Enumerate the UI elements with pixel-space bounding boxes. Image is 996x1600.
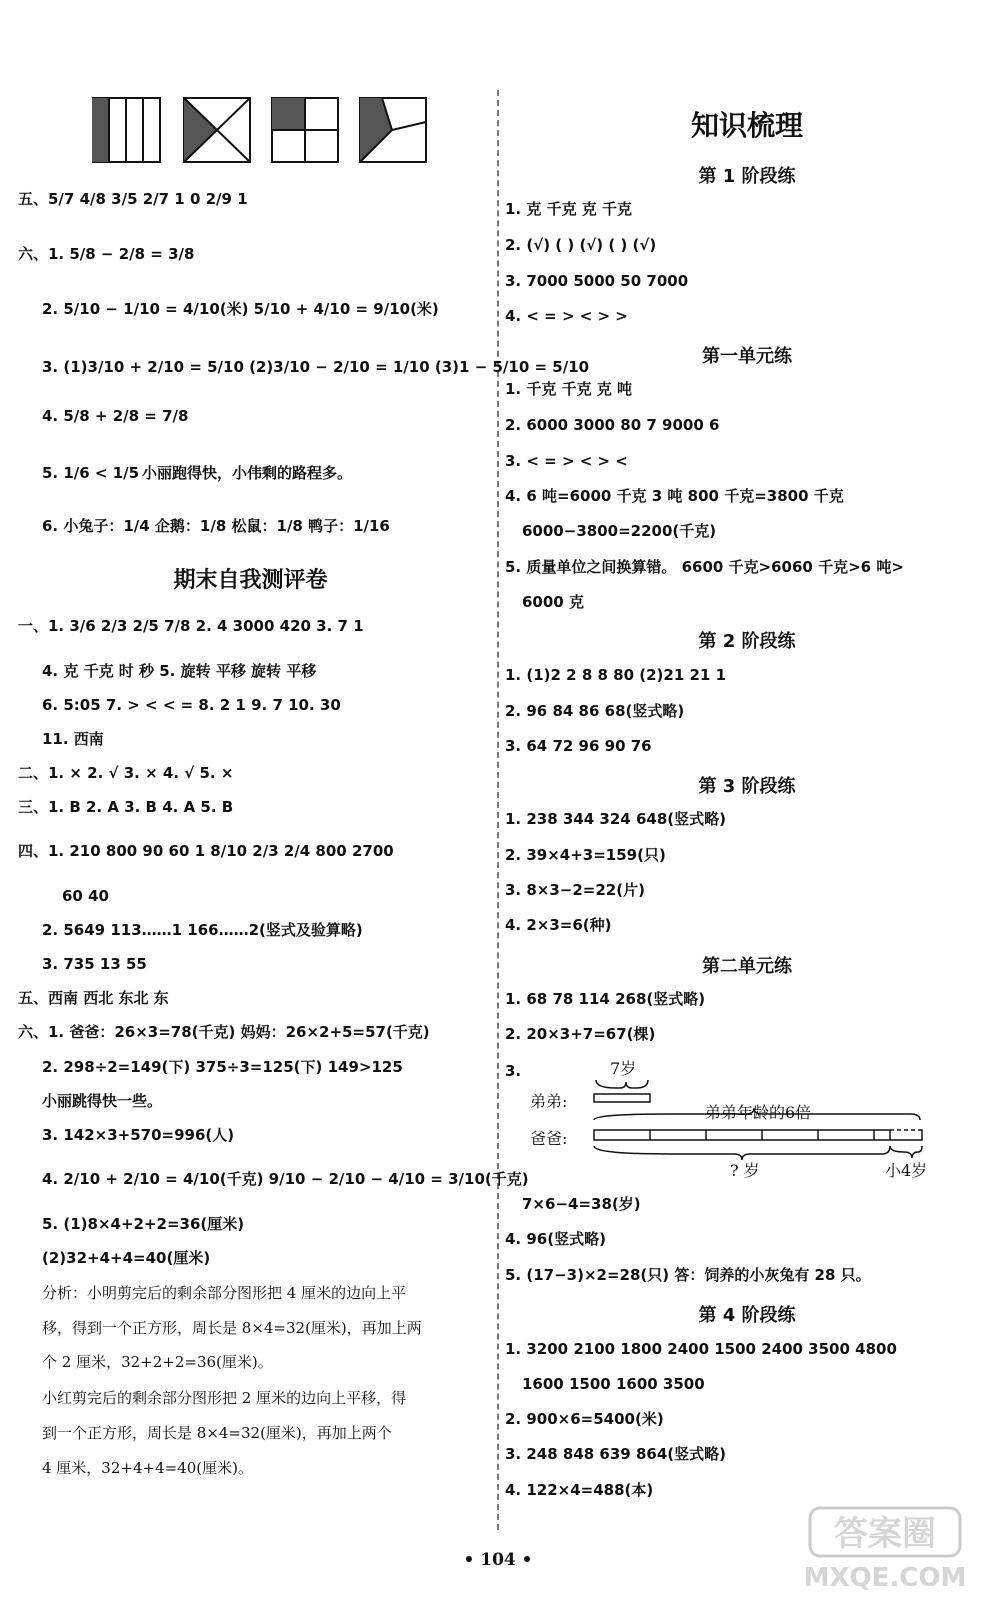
exam-6-1: 六、1. 爸爸：26×3=78(千克) 妈妈：26×2+5=57(千克) [18,1023,430,1041]
exam-6-3: 3. 142×3+570=996(人) [42,1126,235,1144]
heading-stage-2: 第 2 阶段练 [698,631,796,652]
answer-s6-5a: 5. 1/6 < 1/5 [42,464,140,482]
stage3-2: 2. 39×4+3=159(只) [505,846,666,864]
stage3-3: 3. 8×3−2=22(片) [505,881,645,899]
exam-4-1: 四、1. 210 800 90 60 1 8/10 2/3 2/4 800 2700 [18,842,394,860]
diagram-father-label: 爸爸: [530,1129,568,1148]
column-divider [497,90,499,1530]
unit2-3b: 7×6−4=38(岁) [522,1195,641,1213]
diagram-age-label: 7岁 [610,1059,637,1078]
figure-quarters [272,98,338,162]
stage1-3: 3. 7000 5000 50 7000 [505,272,689,290]
analysis-1 [42,1282,406,1304]
analysis-6: 4 厘米，32+4+4=40(厘米)。 [42,1459,253,1477]
svg-text:MXQE.COM: MXQE.COM [803,1563,967,1593]
stage4-1b: 1600 1500 1600 3500 [522,1375,705,1393]
analysis-4: 小红剪完后的剩余部分图形把 2 厘米的边向上平移，得 [42,1389,407,1407]
exam-6-4: 4. 2/10 + 2/10 = 4/10(千克) 9/10 − 2/10 − 4/10 = 3/10(千克) [42,1170,529,1188]
svg-text:答案圈: 答案圈 [834,1514,936,1554]
stage1-1: 1. 克 千克 克 千克 [505,200,633,218]
exam-title: 期末自我测评卷 [173,568,328,593]
stage3-1: 1. 238 344 324 648(竖式略) [505,810,726,828]
analysis-3: 个 2 厘米，32+2+2=36(厘米)。 [42,1353,273,1371]
unit1-3: 3. < = > < > < [505,452,628,470]
exam-2: 二、1. × 2. √ 3. × 4. √ 5. × [18,764,234,782]
stage3-4: 4. 2×3=6(种) [505,916,612,934]
unit1-4b: 6000−3800=2200(千克) [522,522,717,540]
diagram-brother-label: 弟弟: [530,1092,568,1111]
figure-strips [92,98,160,162]
exam-1-1: 一、1. 3/6 2/3 2/5 7/8 2. 4 3000 420 3. 7 1 [18,617,364,635]
exam-6-2b: 小丽跳得快一些。 [42,1092,163,1110]
answer-s6-4: 4. 5/8 + 2/8 = 7/8 [42,407,189,425]
stage4-1: 1. 3200 2100 1800 2400 1500 2400 3500 4800 [505,1340,897,1358]
diagram-question-label: ? 岁 [730,1161,760,1180]
exam-6-5a: 5. (1)8×4+2+2=36(厘米) [42,1215,245,1233]
answer-s6-3: 3. (1)3/10 + 2/10 = 5/10 (2)3/10 − 2/10 = 1/10 (3)1 − 5/10 = 5/10 [42,358,590,376]
analysis-text-1: 分析：小明剪完后的剩余部分图形把 4 厘米的边向上平 [42,1284,407,1302]
answer-s6-6: 6. 小兔子：1/4 企鹅：1/8 松鼠：1/8 鸭子：1/16 [42,517,390,535]
fraction-figures [92,96,432,166]
answer-s5: 五、5/7 4/8 3/5 2/7 1 0 2/9 1 [18,190,248,208]
exam-5: 五、西南 西北 东北 东 [18,989,169,1007]
unit2-3: 3. [505,1062,522,1080]
heading-stage-4: 第 4 阶段练 [698,1305,796,1326]
unit2-4: 4. 96(竖式略) [505,1230,606,1248]
exam-6-5b: (2)32+4+4=40(厘米) [42,1249,211,1267]
stage4-4: 4. 122×4=488(本) [505,1481,654,1499]
exam-4-1b: 60 40 [62,887,109,905]
analysis-5: 到一个正方形，周长是 8×4=32(厘米)，再加上两个 [42,1424,392,1442]
exam-3: 三、1. B 2. A 3. B 4. A 5. B [18,798,234,816]
stage2-1: 1. (1)2 2 8 8 80 (2)21 21 1 [505,666,727,684]
exam-1-11: 11. 西南 [42,730,104,748]
diagram-times-label: 弟弟年龄的6倍 [705,1103,812,1122]
exam-6-2: 2. 298÷2=149(下) 375÷3=125(下) 149>125 [42,1058,403,1076]
unit2-2: 2. 20×3+7=67(棵) [505,1025,656,1043]
stage1-2: 2. (√) ( ) (√) ( ) (√) [505,236,657,254]
stage2-3: 3. 64 72 96 90 76 [505,737,652,755]
page-number: • 104 • [463,1550,533,1570]
unit1-5b: 6000 克 [522,593,584,611]
unit1-5: 5. 质量单位之间换算错。 6600 千克>6060 千克>6 吨> [505,558,904,576]
stage4-2: 2. 900×6=5400(米) [505,1410,664,1428]
age-diagram [520,1058,940,1188]
unit2-1: 1. 68 78 114 268(竖式略) [505,990,706,1008]
unit1-4: 4. 6 吨=6000 千克 3 吨 800 千克=3800 千克 [505,487,844,505]
unit1-2: 2. 6000 3000 80 7 9000 6 [505,416,720,434]
heading-stage-3: 第 3 阶段练 [698,776,796,797]
answer-s6-5b: 小丽跑得快，小伟剩的路程多。 [142,464,353,482]
exam-4-3: 3. 735 13 55 [42,955,147,973]
answer-s6-2: 2. 5/10 − 1/10 = 4/10(米) 5/10 + 4/10 = 9/10(米) [42,300,439,318]
stage4-3: 3. 248 848 639 864(竖式略) [505,1445,726,1463]
diagram-lines [520,1058,940,1188]
answer-s6-1: 六、1. 5/8 − 2/8 = 3/8 [18,245,195,263]
unit2-5: 5. (17−3)×2=28(只) 答：饲养的小灰兔有 28 只。 [505,1266,871,1284]
heading-unit-1: 第一单元练 [702,346,792,367]
exam-4-2: 2. 5649 113……1 166……2(竖式及验算略) [42,921,363,939]
analysis-2: 移，得到一个正方形，周长是 8×4=32(厘米)，再加上两 [42,1319,422,1337]
stage2-2: 2. 96 84 86 68(竖式略) [505,702,685,720]
stage1-4: 4. < = > < > > [505,307,628,325]
watermark-logo [780,1500,980,1595]
diagram-less-label: 小4岁 [885,1161,928,1180]
figure-wedge [360,98,426,162]
heading-unit-2: 第二单元练 [702,956,792,977]
exam-1-4: 4. 克 千克 时 秒 5. 旋转 平移 旋转 平移 [42,662,317,680]
knowledge-title: 知识梳理 [690,109,803,142]
heading-stage-1: 第 1 阶段练 [698,166,796,187]
figure-x [184,98,250,162]
unit1-1: 1. 千克 千克 克 吨 [505,380,633,398]
exam-1-6: 6. 5:05 7. > < < = 8. 2 1 9. 7 10. 30 [42,696,341,714]
